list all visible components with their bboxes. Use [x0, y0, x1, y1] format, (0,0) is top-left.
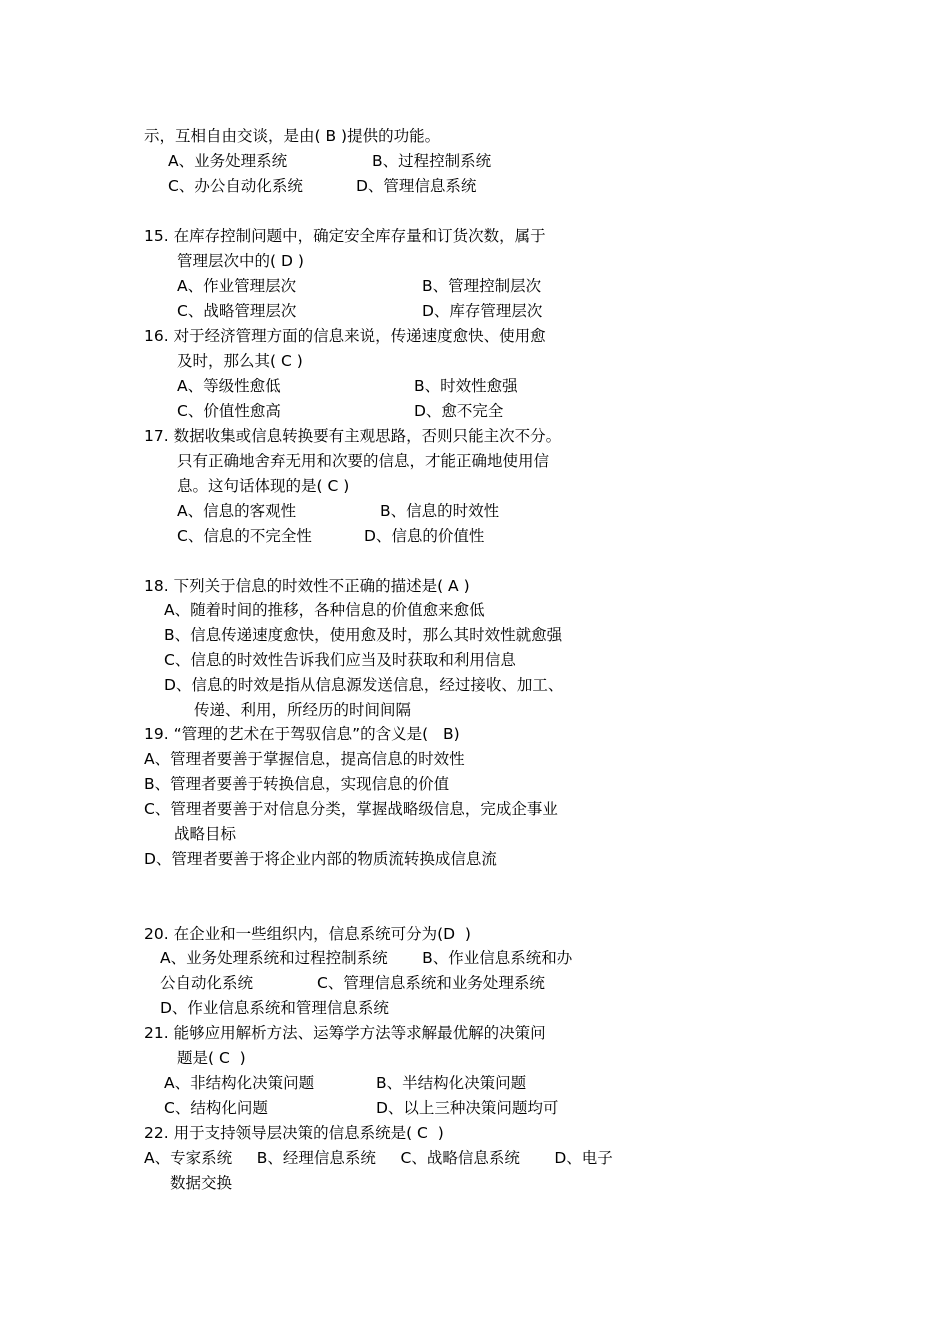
option-text: 战略目标 — [174, 825, 237, 843]
question-text: 息。这句话体现的是( C ) — [177, 477, 350, 495]
option-text: D、愈不完全 — [414, 402, 504, 420]
question-text: 22. 用于支持领导层决策的信息系统是( C ) — [144, 1124, 444, 1142]
option-text: C、价值性愈高 — [177, 402, 281, 420]
option-text: A、等级性愈低 — [177, 377, 281, 395]
option-text: C、信息的时效性告诉我们应当及时获取和利用信息 — [164, 651, 516, 669]
option-text: B、管理者要善于转换信息，实现信息的价值 — [144, 775, 450, 793]
question-text: 题是( C ) — [177, 1049, 246, 1067]
text-line: 示，互相自由交谈，是由( B )提供的功能。 — [144, 127, 441, 145]
question-text: 19. “管理的艺术在于驾驭信息”的含义是( B) — [144, 725, 460, 743]
option-text: 公自动化系统 C、管理信息系统和业务处理系统 — [160, 974, 545, 992]
option-text: B、半结构化决策问题 — [376, 1074, 527, 1092]
option-text: A、随着时间的推移，各种信息的价值愈来愈低 — [164, 601, 485, 619]
question-text: 17. 数据收集或信息转换要有主观思路，否则只能主次不分。 — [144, 427, 562, 445]
option-text: A、信息的客观性 — [177, 502, 297, 520]
option-text: A、专家系统 B、经理信息系统 C、战略信息系统 D、电子 — [144, 1149, 613, 1167]
question-text: 只有正确地舍弃无用和次要的信息，才能正确地使用信 — [177, 452, 550, 470]
option-text: B、管理控制层次 — [422, 277, 542, 295]
option-text: B、信息传递速度愈快，使用愈及时，那么其时效性就愈强 — [164, 626, 563, 644]
question-text: 20. 在企业和一些组织内，信息系统可分为(D ) — [144, 925, 471, 943]
option-text: 数据交换 — [170, 1174, 233, 1192]
option-text: D、信息的价值性 — [364, 527, 485, 545]
option-text: A、管理者要善于掌握信息，提高信息的时效性 — [144, 750, 465, 768]
option-text: B、过程控制系统 — [372, 152, 492, 170]
option-text: A、业务处理系统 — [168, 152, 288, 170]
question-text: 及时，那么其( C ) — [177, 352, 303, 370]
question-text: 16. 对于经济管理方面的信息来说，传递速度愈快、使用愈 — [144, 327, 546, 345]
option-text: 传递、利用，所经历的时间间隔 — [194, 701, 412, 719]
option-text: A、业务处理系统和过程控制系统 B、作业信息系统和办 — [160, 949, 573, 967]
option-text: D、作业信息系统和管理信息系统 — [160, 999, 389, 1017]
option-text: D、以上三种决策问题均可 — [376, 1099, 559, 1117]
option-text: A、非结构化决策问题 — [164, 1074, 315, 1092]
option-text: C、信息的不完全性 — [177, 527, 312, 545]
question-text: 21. 能够应用解析方法、运筹学方法等求解最优解的决策问 — [144, 1024, 546, 1042]
question-text: 15. 在库存控制问题中，确定安全库存量和订货次数，属于 — [144, 227, 546, 245]
option-text: B、时效性愈强 — [414, 377, 518, 395]
option-text: B、信息的时效性 — [380, 502, 500, 520]
option-text: A、作业管理层次 — [177, 277, 297, 295]
option-text: C、办公自动化系统 — [168, 177, 303, 195]
option-text: C、结构化问题 — [164, 1099, 268, 1117]
option-text: D、信息的时效是指从信息源发送信息，经过接收、加工、 — [164, 676, 564, 694]
question-text: 管理层次中的( D ) — [177, 252, 304, 270]
option-text: C、战略管理层次 — [177, 302, 297, 320]
option-text: D、管理信息系统 — [356, 177, 477, 195]
option-text: C、管理者要善于对信息分类，掌握战略级信息，完成企事业 — [144, 800, 558, 818]
option-text: D、库存管理层次 — [422, 302, 543, 320]
question-text: 18. 下列关于信息的时效性不正确的描述是( A ) — [144, 577, 470, 595]
option-text: D、管理者要善于将企业内部的物质流转换成信息流 — [144, 850, 497, 868]
